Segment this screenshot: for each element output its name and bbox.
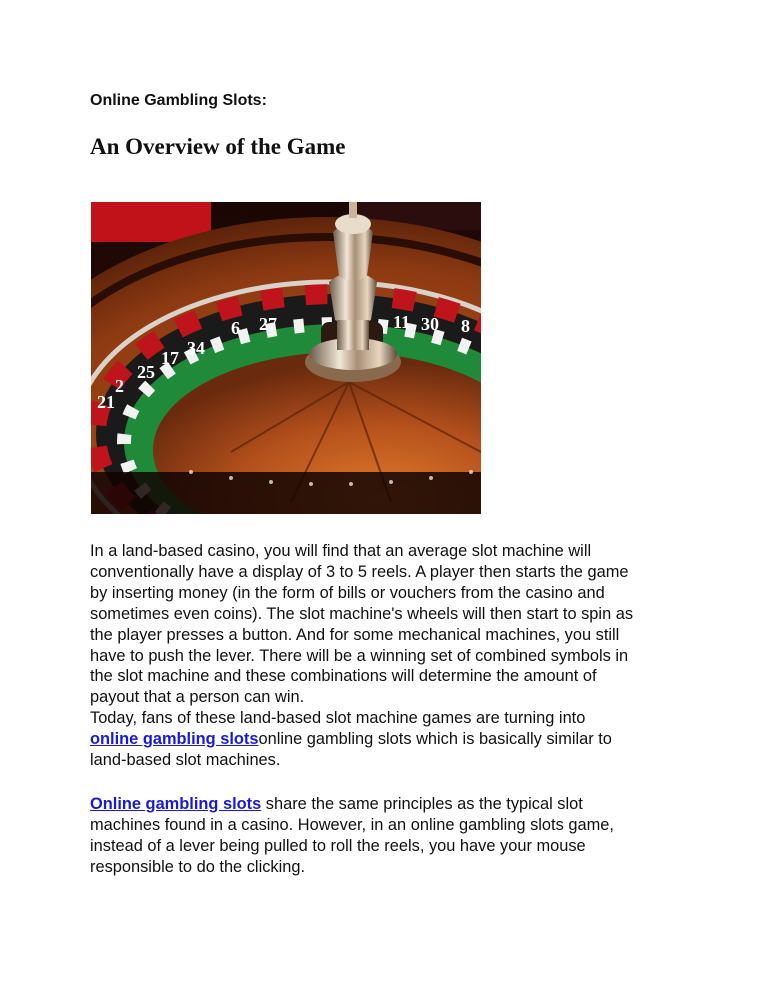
paragraph-line: Today, fans of these land-based slot machine games are turning into	[90, 709, 586, 728]
link-trailing-text: online gambling slots which is basically similar to	[258, 730, 612, 749]
svg-text:34: 34	[187, 338, 205, 358]
svg-text:2: 2	[115, 376, 124, 396]
online-gambling-slots-link[interactable]: Online gambling slots	[90, 795, 262, 813]
svg-text:30: 30	[421, 314, 439, 334]
document-kicker: Online Gambling Slots:	[90, 92, 267, 109]
paragraph-line: the slot machine and these combinations will determine the amount of	[90, 667, 597, 686]
paragraph-online-slots	[90, 794, 690, 878]
link-trailing-text: share the same principles as the typical slot	[261, 795, 583, 813]
paragraph-line: the player presses a button. And for some mechanical machines, you still	[90, 625, 620, 644]
svg-text:17: 17	[161, 348, 179, 368]
paragraph-line: land-based slot machines.	[90, 751, 281, 770]
svg-text:27: 27	[259, 314, 277, 334]
paragraph-line: In a land-based casino, you will find that an average slot machine will	[90, 542, 592, 560]
paragraph-line: by inserting money (in the form of bills or vouchers from the casino and	[90, 583, 605, 602]
svg-text:6: 6	[231, 318, 240, 338]
paragraph-intro	[90, 541, 690, 771]
paragraph-line: conventionally have a display of 3 to 5 reels. A player then starts the game	[90, 562, 629, 581]
roulette-wheel-photo	[91, 202, 481, 514]
paragraph-line: machines found in a casino. However, in an online gambling slots game,	[90, 815, 614, 834]
svg-text:21: 21	[97, 392, 115, 412]
paragraph-line-with-link	[90, 729, 690, 750]
paragraph-line: payout that a person can win.	[90, 688, 305, 707]
paragraph-line: have to push the lever. There will be a winning set of combined symbols in	[90, 646, 629, 665]
paragraph-line: responsible to do the clicking.	[90, 857, 306, 876]
document-title: An Overview of the Game	[90, 134, 346, 159]
paragraph-line: instead of a lever being pulled to roll the reels, you have your mouse	[90, 836, 586, 855]
paragraph-line-with-link	[90, 794, 690, 815]
paragraph-line: sometimes even coins). The slot machine's wheels will then start to spin as	[90, 604, 634, 623]
svg-text:11: 11	[393, 312, 411, 332]
svg-text:25: 25	[137, 362, 155, 382]
svg-text:8: 8	[461, 316, 470, 336]
online-gambling-slots-link[interactable]: online gambling slots	[90, 730, 259, 749]
